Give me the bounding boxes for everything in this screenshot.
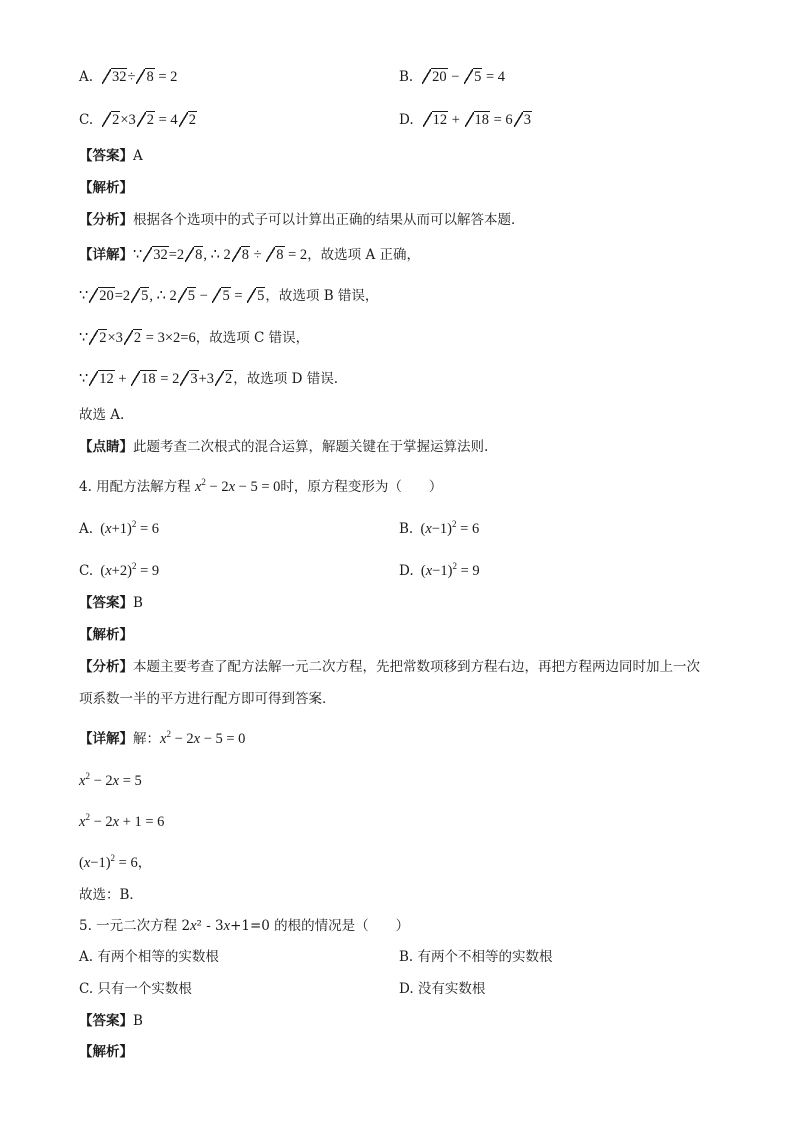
q5-answer bbox=[79, 1011, 143, 1031]
q3-choice: 故选 A. bbox=[79, 407, 125, 423]
analysis-tag: 【分析】 bbox=[79, 659, 133, 675]
answer-tag: 【答案】 bbox=[79, 1013, 133, 1029]
q3-option-d bbox=[399, 110, 532, 130]
answer-tag: 【答案】 bbox=[79, 148, 133, 164]
answer-value: B bbox=[133, 1013, 143, 1029]
option-d-expression: $(x-1)^2 = 9$ bbox=[413, 561, 480, 579]
step-4-tail: ， bbox=[137, 855, 152, 871]
answer-value: B bbox=[133, 595, 143, 611]
step-3: $x^2 - 2x + 1 = 6$ bbox=[79, 812, 165, 830]
detail-tag: 【详解】 bbox=[79, 247, 133, 263]
q5-stem: 5. 一元二次方程 2x² - 3x+1=0 的根的情况是（ ） bbox=[79, 918, 410, 934]
q3-detail-line-4 bbox=[79, 369, 338, 389]
q3-jiexi: 【解析】 bbox=[79, 180, 133, 196]
detail-math: ∵ 12 + 18 = 2 3+3 2 bbox=[79, 371, 233, 387]
detail-tag: 【详解】 bbox=[79, 731, 133, 747]
detail-conclusion: ，故选项 D 错误. bbox=[233, 371, 338, 387]
q3-detail-line-1 bbox=[79, 245, 420, 265]
stem-equation: $x^2 - 2x - 5 = 0$ bbox=[194, 477, 281, 495]
q4-stem bbox=[79, 472, 442, 497]
q3-detail-line-2 bbox=[79, 286, 378, 306]
q4-option-b bbox=[399, 514, 479, 539]
detail-math: ∵ 32=2 8, ∴ 2 8 ÷ 8 = 2 bbox=[133, 247, 308, 263]
option-b-expression: 20 − 5 = 4 bbox=[418, 69, 506, 85]
step-4 bbox=[79, 848, 151, 873]
detail-conclusion: ，故选项 A 正确， bbox=[307, 247, 421, 263]
q4-choice: 故选：B． bbox=[79, 887, 143, 903]
q5-option-b: B. 有两个不相等的实数根 bbox=[399, 949, 553, 965]
option-letter: B. bbox=[399, 521, 414, 537]
detail-conclusion: ，故选项 B 错误， bbox=[265, 288, 379, 304]
q3-remark bbox=[79, 437, 488, 457]
detail-math: ∵ 20=2 5, ∴ 2 5 − 5 = 5 bbox=[79, 288, 265, 304]
option-letter: A. bbox=[79, 69, 94, 85]
q4-jiexi: 【解析】 bbox=[79, 627, 133, 643]
q4-analysis-line-2: 项系数一半的平方进行配方即可得到答案． bbox=[79, 691, 336, 707]
step-4-expression: $(x-1)^2 = 6$ bbox=[79, 853, 138, 871]
detail-conclusion: ，故选项 C 错误， bbox=[195, 330, 310, 346]
q4-answer bbox=[79, 593, 143, 613]
option-letter: D. bbox=[399, 112, 414, 128]
option-a-expression: 32÷ 8 = 2 bbox=[97, 69, 177, 85]
option-c-expression: $(x+2)^2 = 9$ bbox=[93, 561, 160, 579]
q4-option-c bbox=[79, 556, 159, 581]
answer-tag: 【答案】 bbox=[79, 595, 133, 611]
q5-option-c: C. 只有一个实数根 bbox=[79, 981, 192, 997]
q3-option-c bbox=[79, 110, 197, 130]
answer-value: A bbox=[133, 148, 143, 164]
analysis-tag: 【分析】 bbox=[79, 212, 133, 228]
detail-text: 解： bbox=[133, 731, 160, 747]
stem-text: 时，原方程变形为（ ） bbox=[280, 479, 443, 495]
option-c-expression: 2×3 2 = 4 2 bbox=[97, 112, 197, 128]
analysis-text: 根据各个选项中的式子可以计算出正确的结果从而可以解答本题． bbox=[133, 212, 525, 228]
q5-jiexi: 【解析】 bbox=[79, 1044, 133, 1060]
option-letter: D. bbox=[399, 563, 414, 579]
stem-text: 5. 一元二次方程 2 bbox=[79, 918, 191, 934]
q4-option-d bbox=[399, 556, 480, 581]
q3-analysis bbox=[79, 210, 525, 230]
q3-option-a bbox=[79, 67, 177, 87]
option-a-expression: $(x+1)^2 = 6$ bbox=[93, 519, 160, 537]
option-letter: C. bbox=[79, 563, 94, 579]
option-letter: C. bbox=[79, 112, 94, 128]
step-1: $x^2 - 2x - 5 = 0$ bbox=[160, 729, 246, 747]
stem-text: +1=0 的根的情况是（ ） bbox=[230, 918, 410, 934]
option-letter: A. bbox=[79, 521, 94, 537]
q4-detail bbox=[79, 724, 245, 749]
option-b-expression: $(x-1)^2 = 6$ bbox=[413, 519, 480, 537]
stem-text: 4. 用配方法解方程 bbox=[79, 479, 195, 495]
option-d-expression: 12 + 18 = 6 3 bbox=[418, 112, 532, 128]
remark-text: 此题考查二次根式的混合运算，解题关键在于掌握运算法则. bbox=[133, 439, 489, 455]
remark-tag: 【点睛】 bbox=[79, 439, 133, 455]
stem-text: ² - 3 bbox=[196, 918, 224, 934]
detail-math: ∵ 2×3 2 = 3×2=6 bbox=[79, 330, 196, 346]
q4-option-a bbox=[79, 514, 159, 539]
q4-analysis-line-1 bbox=[79, 657, 700, 677]
step-2: $x^2 - 2x = 5$ bbox=[79, 771, 142, 789]
q3-detail-line-3 bbox=[79, 328, 309, 348]
analysis-text: 本题主要考查了配方法解一元二次方程，先把常数项移到方程右边，再把方程两边同时加上一次 bbox=[133, 659, 700, 675]
q3-option-b bbox=[399, 67, 505, 87]
option-letter: B. bbox=[399, 69, 414, 85]
q5-option-d: D. 没有实数根 bbox=[399, 981, 486, 997]
q5-option-a: A. 有两个相等的实数根 bbox=[79, 949, 219, 965]
q3-answer bbox=[79, 146, 143, 166]
